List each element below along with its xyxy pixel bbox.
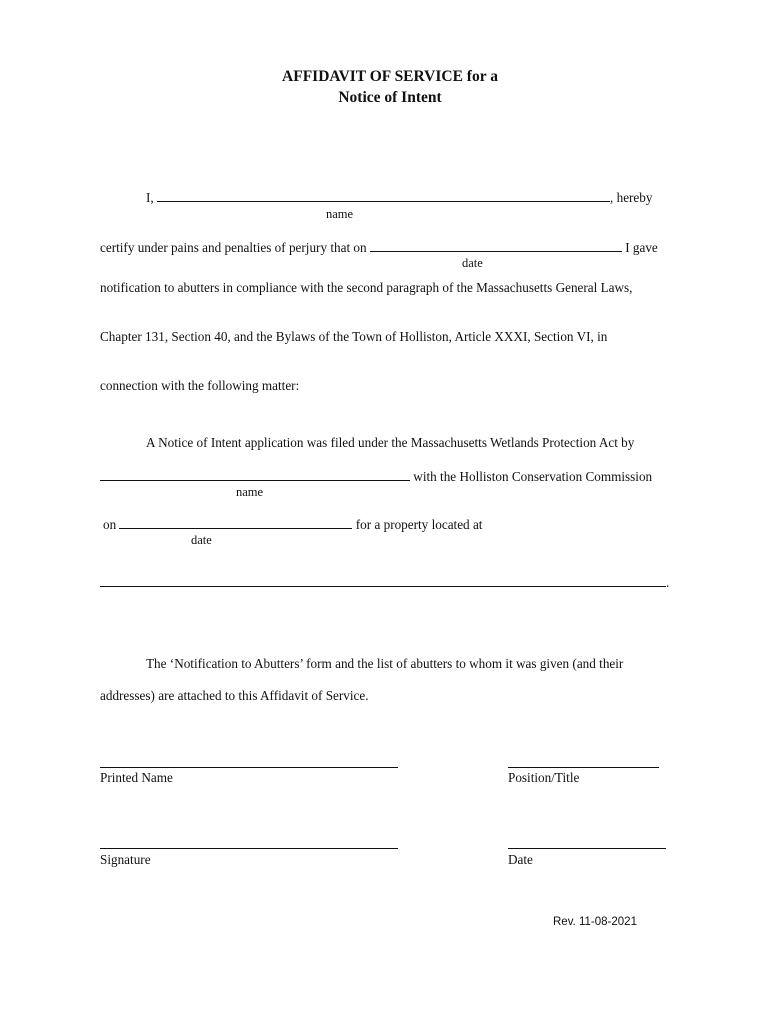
printed-name-line[interactable] [100, 757, 398, 768]
date-blank-2[interactable] [119, 517, 352, 529]
paragraph-connection: connection with the following matter: [100, 378, 300, 393]
filing-date-line [103, 517, 482, 531]
signature-label: Signature [100, 852, 151, 867]
certification-end: , hereby [610, 190, 653, 205]
paragraph-notification: notification to abutters in compliance with the second paragraph of the Massachusetts General Laws, [100, 280, 633, 295]
revision-note: Rev. 11-08-2021 [553, 916, 637, 928]
title-line-1: AFFIDAVIT OF SERVICE for a [282, 68, 498, 85]
applicant-line [100, 469, 652, 483]
signature-line[interactable] [100, 838, 398, 849]
date-signature-line[interactable] [508, 838, 666, 849]
paragraph-attachments-1: The ‘Notification to Abutters’ form and the list of abutters to whom it was given (and their [146, 656, 624, 671]
paragraph-notice-of-intent: A Notice of Intent application was filed under the Massachusetts Wetlands Protection Act by [146, 435, 635, 450]
applicant-name-blank[interactable] [100, 469, 410, 481]
name-label-1: name [326, 207, 354, 221]
paragraph-chapter: Chapter 131, Section 40, and the Bylaws of the Town of Holliston, Article XXXI, Section VI, in [100, 329, 608, 344]
date-label: Date [508, 852, 533, 867]
position-title-line[interactable] [508, 757, 659, 768]
paragraph-attachments-2: addresses) are attached to this Affidavit of Service. [100, 688, 369, 703]
certification-line [146, 190, 652, 204]
title-line-2: Notice of Intent [338, 89, 442, 106]
certification-start: I, [146, 190, 154, 205]
filing-date-end: for a property located at [355, 517, 483, 532]
perjury-end: I gave [625, 240, 658, 255]
name-label-2: name [236, 485, 264, 499]
name-blank-1[interactable] [157, 190, 610, 202]
printed-name-label: Printed Name [100, 770, 173, 785]
filing-date-start: on [103, 517, 117, 532]
perjury-line [100, 240, 658, 254]
property-address-blank[interactable] [100, 575, 666, 587]
property-address-line [100, 575, 669, 589]
property-address-period: . [666, 575, 670, 590]
perjury-start: certify under pains and penalties of perjury that on [100, 240, 367, 255]
date-label-1: date [462, 256, 483, 270]
date-blank-1[interactable] [370, 240, 622, 252]
position-title-label: Position/Title [508, 770, 580, 785]
applicant-line-end: with the Holliston Conservation Commission [413, 469, 653, 484]
date-label-2: date [191, 533, 212, 547]
